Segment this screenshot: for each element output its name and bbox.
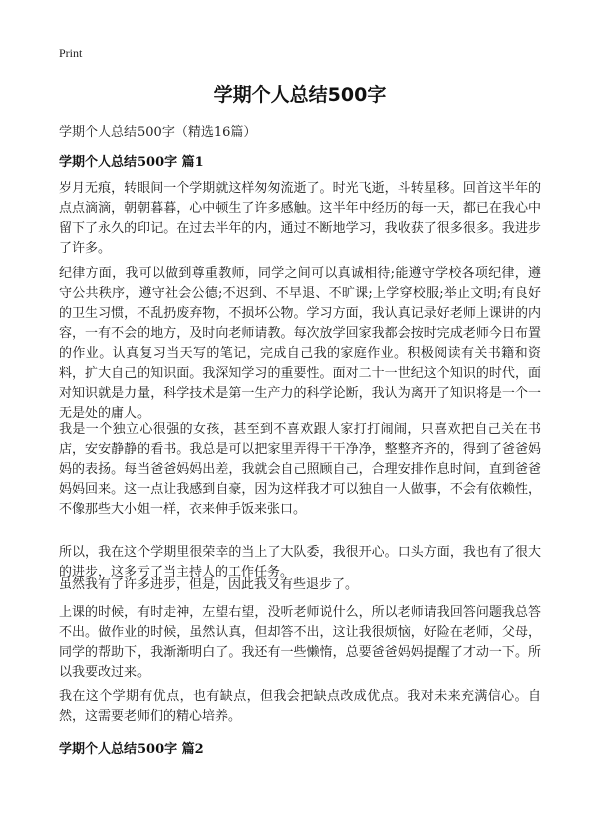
- section-heading: 学期个人总结500字 篇1: [59, 155, 204, 170]
- paragraph: 岁月无痕，转眼间一个学期就这样匆匆流逝了。时光飞逝，斗转星移。回首这半年的点点滴滴，朝朝暮暮，心中顿生了许多感触。这半年中经历的每一天，都已在我心中留下了永久的印记。在过去半年的内，通过不断地学习，我收获了很多很多。我进步了许多。: [59, 181, 541, 256]
- paragraph: 我在这个学期有优点，也有缺点，但我会把缺点改成优点。我对未来充满信心。自然，这需要老师们的精心培养。: [59, 689, 541, 724]
- document-subtitle: 学期个人总结500字（精选16篇）: [59, 125, 257, 140]
- paragraph: 上课的时候，有时走神，左望右望，没听老师说什么，所以老师请我回答问题我总答不出。做作业的时候，虽然认真，但却答不出，这让我很烦恼，好险在老师，父母，同学的帮助下，我渐渐明白了。我还有一些懒惰，总要爸爸妈妈提醒了才动一下。所以我要改过来。: [59, 605, 541, 680]
- section-heading: 学期个人总结500字 篇2: [59, 742, 204, 757]
- paragraph: 我是一个独立心很强的女孩，甚至到不喜欢跟人家打打闹闹，只喜欢把自己关在书店，安安静静的看书。我总是可以把家里弄得干干净净，整整齐齐的，得到了爸爸妈妈的表扬。每当爸爸妈妈出差，我就会自己照顾自己，合理安排作息时间，直到爸爸妈妈回来。这一点让我感到自豪，因为这样我才可以独自一人做事，不会有依赖性，不像那些大小姐一样，衣来伸手饭来张口。: [59, 422, 541, 517]
- paragraph: 所以，我在这个学期里很荣幸的当上了大队委，我很开心。口头方面，我也有了很大的进步，这多亏了当主持人的工作任务。: [59, 545, 541, 580]
- print-link[interactable]: Print: [59, 46, 83, 60]
- paragraph: 纪律方面，我可以做到尊重教师，同学之间可以真诚相待;能遵守学校各项纪律，遵守公共秩序，遵守社会公德;不迟到、不早退、不旷课;上学穿校服;举止文明;有良好的卫生习惯，不乱扔废弃物，不损坏公物。学习方面，我认真记录好老师上课讲的内容，一有不会的地方，及时向老师请教。每次放学回家我都会按时完成老师今日布置的作业。认真复习当天写的笔记，完成自己我的家庭作业。积极阅读有关书籍和资料，扩大自己的知识面。我深知学习的重要性。面对二十一世纪这个知识的时代，面对知识就是力量，科学技术是第一生产力的科学论断，我认为离开了知识将是一个一无是处的庸人。: [59, 266, 541, 421]
- paragraph: 虽然我有了许多进步，但是，因此我又有些退步了。: [59, 577, 359, 592]
- page-title: 学期个人总结500字: [213, 84, 387, 106]
